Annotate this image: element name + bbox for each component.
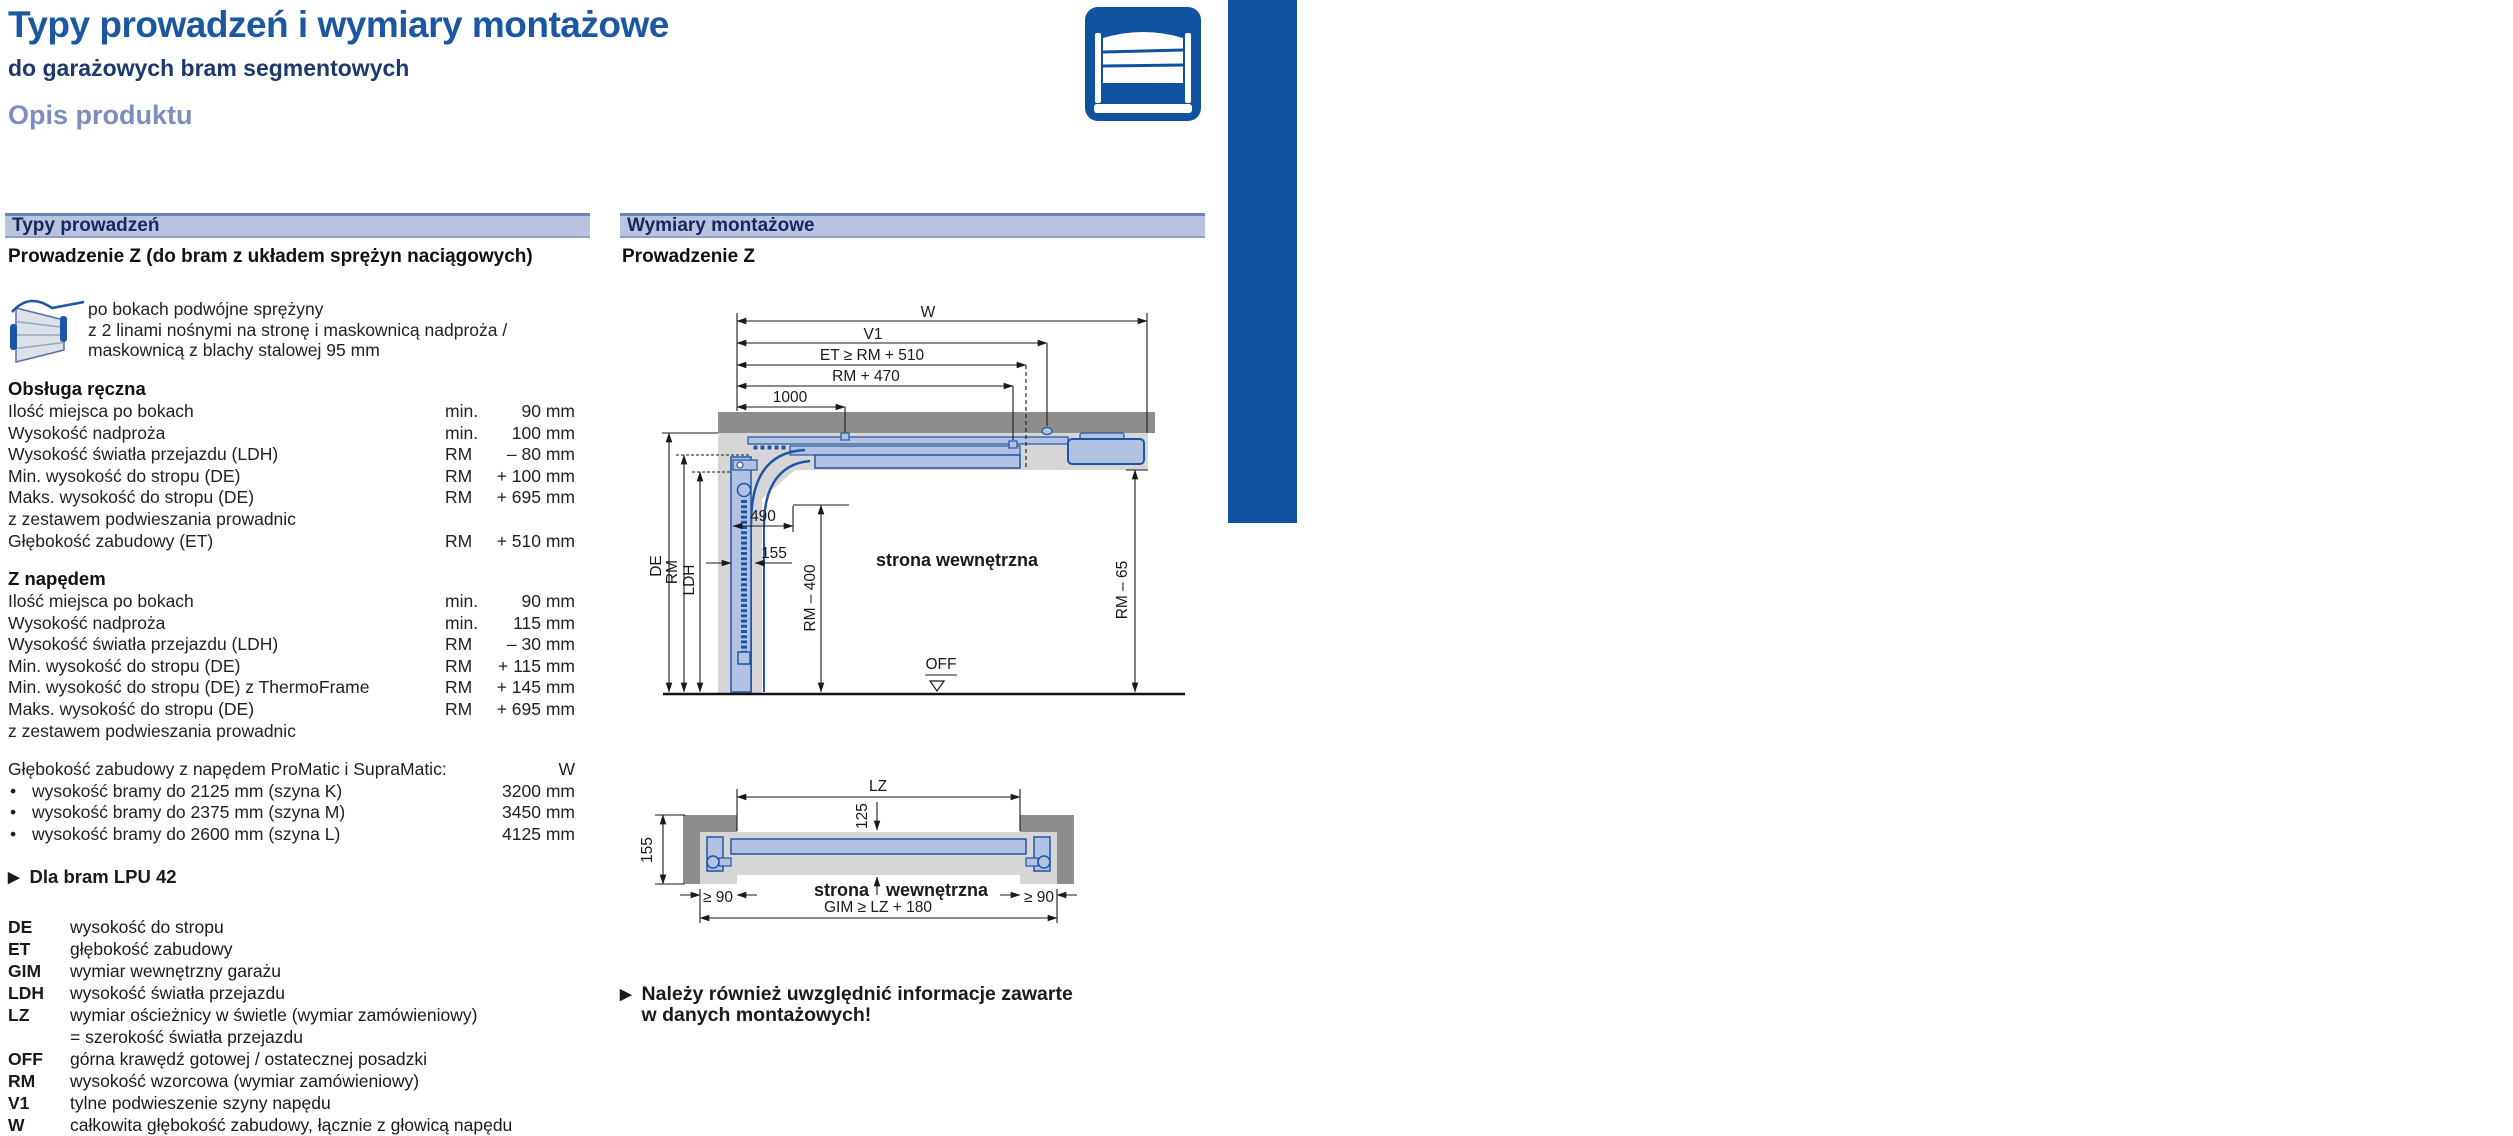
table-row: z zestawem podwieszania prowadnic: [8, 720, 296, 741]
powered-table: [8, 591, 575, 742]
note-line1: Należy również uwzględnić informacje zawarte: [641, 983, 1073, 1005]
list-item: • wysokość bramy do 2125 mm (szyna K) 3200 mm: [10, 780, 575, 801]
dim-lz-label: LZ: [868, 778, 888, 795]
assembly-data-note: [620, 984, 1073, 1026]
sectional-door-icon: [1085, 7, 1201, 121]
table-row: Ilość miejsca po bokach min. 90 mm: [8, 591, 575, 611]
note-line2: w danych montażowych!: [641, 1004, 872, 1026]
intro-line: po bokach podwójne sprężyny: [88, 299, 324, 319]
inner-side-word2: wewnętrzna: [886, 880, 989, 900]
dim-ge90-right-label: ≥ 90: [1023, 889, 1055, 906]
section-heading: Opis produktu: [8, 100, 193, 130]
legend-row: ET głębokość zabudowy: [8, 939, 233, 959]
table-row: z zestawem podwieszania prowadnic: [8, 508, 296, 529]
lead-title-right: Prowadzenie Z: [622, 246, 756, 267]
dim-gim-label: GIM ≥ LZ + 180: [823, 899, 933, 916]
dim-490-label: 490: [750, 508, 776, 525]
dim-ge90-left-label: ≥ 90: [702, 889, 734, 906]
table-row: Min. wysokość do stropu (DE) RM + 100 mm: [8, 465, 575, 486]
legend-row: V1 tylne podwieszenie szyny napędu: [8, 1093, 331, 1113]
dim-125-label: 125: [854, 803, 871, 829]
table-row: Maks. wysokość do stropu (DE) RM + 695 mm: [8, 698, 575, 719]
dim-ldh-label: LDH: [681, 564, 698, 596]
legend-row: W całkowita głębokość zabudowy, łącznie z głowicą napędu: [8, 1115, 513, 1135]
off-level-label: OFF: [925, 656, 957, 673]
table-row: Min. wysokość do stropu (DE) z ThermoFrame RM + 145 mm: [8, 677, 575, 698]
bullet-icon: •: [10, 780, 17, 801]
bullet-icon: •: [10, 802, 17, 823]
list-item: • wysokość bramy do 2600 mm (szyna L) 4125 mm: [10, 823, 575, 844]
table-row: Min. wysokość do stropu (DE) RM + 115 mm: [8, 655, 575, 676]
intro-line: maskownicą z blachy stalowej 95 mm: [88, 340, 380, 360]
legend-row: GIM wymiar wewnętrzny garażu: [8, 961, 282, 981]
pointer-icon: ▶: [620, 986, 632, 1003]
table-row: Wysokość nadproża min. 115 mm: [8, 612, 575, 633]
legend-row: DE wysokość do stropu: [8, 917, 224, 937]
dim-rm-label: RM: [664, 559, 681, 585]
intro-description: [88, 299, 507, 361]
intro-line: z 2 linami nośnymi na stronę i maskownicą nadproża /: [88, 319, 508, 340]
drive-depth-block: [8, 759, 575, 845]
side-section-diagram: [640, 300, 1200, 715]
page-title: Typy prowadzeń i wymiary montażowe: [8, 4, 669, 45]
table-row: Wysokość światła przejazdu (LDH) RM – 80 mm: [8, 444, 575, 465]
manual-section-title: Obsługa ręczna: [8, 378, 146, 399]
drive-depth-header: Głębokość zabudowy z napędem ProMatic i SupraMatic: W: [8, 759, 575, 779]
bullet-icon: •: [10, 823, 17, 844]
table-row: Wysokość nadproża min. 100 mm: [8, 422, 575, 443]
pointer-icon: ▶: [8, 869, 20, 886]
legend-row: = szerokość światła przejazdu: [70, 1027, 303, 1047]
table-row: Głębokość zabudowy (ET) RM + 510 mm: [8, 530, 575, 551]
list-item: • wysokość bramy do 2375 mm (szyna M) 3450 mm: [10, 802, 575, 823]
legend-row: RM wysokość wzorcowa (wymiar zamówieniowy): [8, 1071, 420, 1091]
dim-1000-label: 1000: [772, 389, 808, 406]
legend-row: LZ wymiar ościeżnicy w świetle (wymiar zamówieniowy): [8, 1005, 478, 1025]
lpu42-note: ▶ Dla bram LPU 42: [8, 866, 177, 887]
dim-w-label: W: [920, 304, 936, 321]
inner-side-word1: strona: [813, 880, 869, 900]
table-row: Maks. wysokość do stropu (DE) RM + 695 mm: [8, 487, 575, 508]
page-subtitle: do garażowych bram segmentowych: [8, 55, 410, 81]
dim-rm470-label: RM + 470: [832, 368, 900, 385]
manual-table: [8, 401, 575, 552]
dim-de-label: DE: [648, 555, 665, 577]
dim-v1-label: V1: [863, 326, 883, 343]
legend-row: OFF górna krawędź gotowej / ostatecznej posadzki: [8, 1049, 428, 1069]
spring-door-icon: [4, 290, 88, 366]
lead-title-left: Prowadzenie Z (do bram z układem sprężyn naciągowych): [8, 246, 533, 267]
dim-155-label: 155: [761, 545, 787, 562]
dim-rm65-label: RM – 65: [1114, 560, 1131, 620]
table-row: Wysokość światła przejazdu (LDH) RM – 30 mm: [8, 634, 575, 655]
plan-section-diagram: [640, 775, 1200, 935]
inner-side-label: strona wewnętrzna: [875, 550, 1039, 570]
abbreviation-legend: [8, 916, 583, 1136]
legend-row: LDH wysokość światła przejazdu: [8, 983, 285, 1003]
side-tab-label: [2467, 175, 2513, 425]
dim-155-plan-label: 155: [639, 837, 656, 863]
side-tab: [1228, 0, 2512, 523]
side-tab-line1: Bramy segmentowe: [2468, 210, 2489, 390]
powered-section-title: Z napędem: [8, 568, 106, 589]
side-tab-line2: Grubość konstrukcji 42 mm: [2491, 174, 2512, 426]
section-bar-types: Typy prowadzeń: [5, 213, 590, 238]
dim-et-label: ET ≥ RM + 510: [819, 347, 925, 364]
dim-rm400-label: RM – 400: [802, 564, 819, 632]
table-row: Ilość miejsca po bokach min. 90 mm: [8, 401, 575, 421]
section-bar-dimensions: Wymiary montażowe: [620, 213, 1205, 238]
